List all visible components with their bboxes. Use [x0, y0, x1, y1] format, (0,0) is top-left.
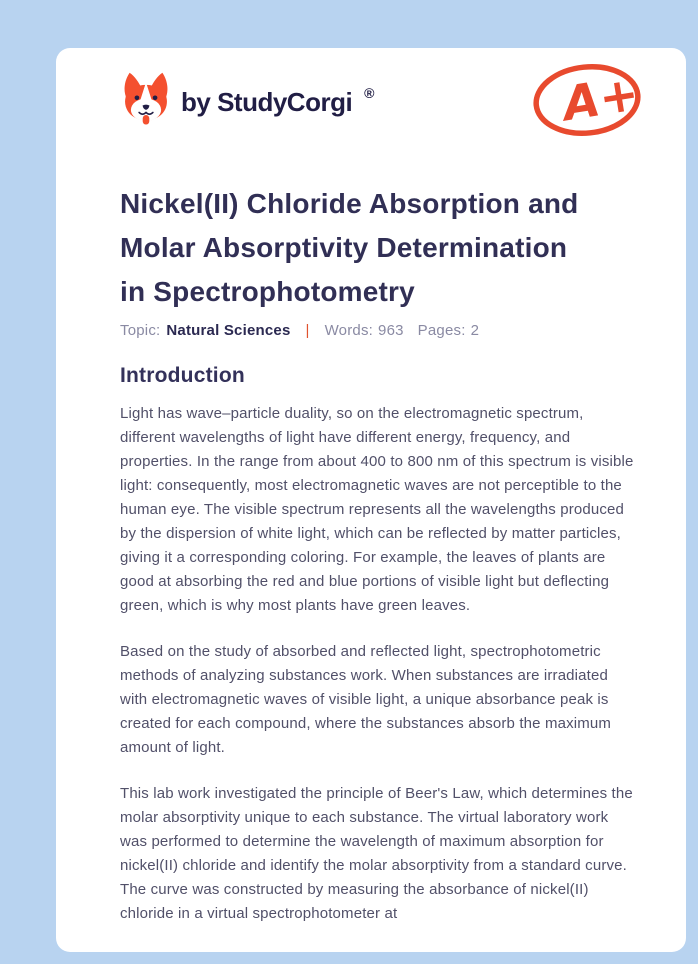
- pages-count: 2: [470, 322, 480, 339]
- logo-text: by StudyCorgi: [181, 86, 353, 117]
- topic-label: Topic:: [120, 322, 161, 339]
- header: [120, 65, 643, 134]
- corgi-icon: [120, 71, 172, 133]
- words-label: Words:: [324, 322, 374, 339]
- registered-trademark: ®: [364, 85, 375, 101]
- studycorgi-logo[interactable]: [120, 71, 375, 133]
- paragraph: This lab work investigated the principle of Beer's Law, which determines the molar absorptivity unique to each substance. The virtual laboratory work was performed to determine the wavelength of maximum absorption for nickel(II) chloride and identify the molar absorptivity from a standard curve. The curve was constructed by measuring the absorbance of nickel(II) chloride in a virtual spectrophotometer at: [120, 785, 633, 922]
- title-line: Nickel(II) Chloride Absorption and: [120, 188, 579, 219]
- svg-text:A+: A+: [559, 65, 643, 132]
- pages-label: Pages:: [417, 322, 466, 339]
- article-meta: [120, 321, 630, 341]
- words-count: 963: [378, 322, 404, 339]
- meta-separator: |: [305, 322, 310, 339]
- paragraph: Based on the study of absorbed and reflected light, spectrophotometric methods of analyzing substances work. When substances are irradiated with electromagnetic waves of visible light, a unique absorbance peak is created for each compound, where the substances absorb the maximum amount of light.: [120, 643, 611, 756]
- a-plus-badge-icon: [530, 56, 644, 149]
- topic-link[interactable]: Natural Sciences: [166, 322, 291, 339]
- page-title: [120, 182, 630, 314]
- document-card: [56, 48, 686, 952]
- title-line: Molar Absorptivity Determination: [120, 232, 568, 263]
- section-heading-introduction: Introduction: [120, 364, 245, 387]
- title-line: in Spectrophotometry: [120, 276, 415, 307]
- paragraph: Light has wave–particle duality, so on the electromagnetic spectrum, different wavelengths of light have different energy, frequency, and properties. In the range from about 400 to 800 nm of this spectrum is visible light: consequently, most electromagnetic waves are not perceptible to the human eye. The visible spectrum represents all the wavelengths produced by the dispersion of white light, which can be reflected by matter particles, giving it a corresponding coloring. For example, the leaves of plants are good at absorbing the red and blue portions of visible light but deflecting green, which is why most plants have green leaves.: [120, 405, 634, 614]
